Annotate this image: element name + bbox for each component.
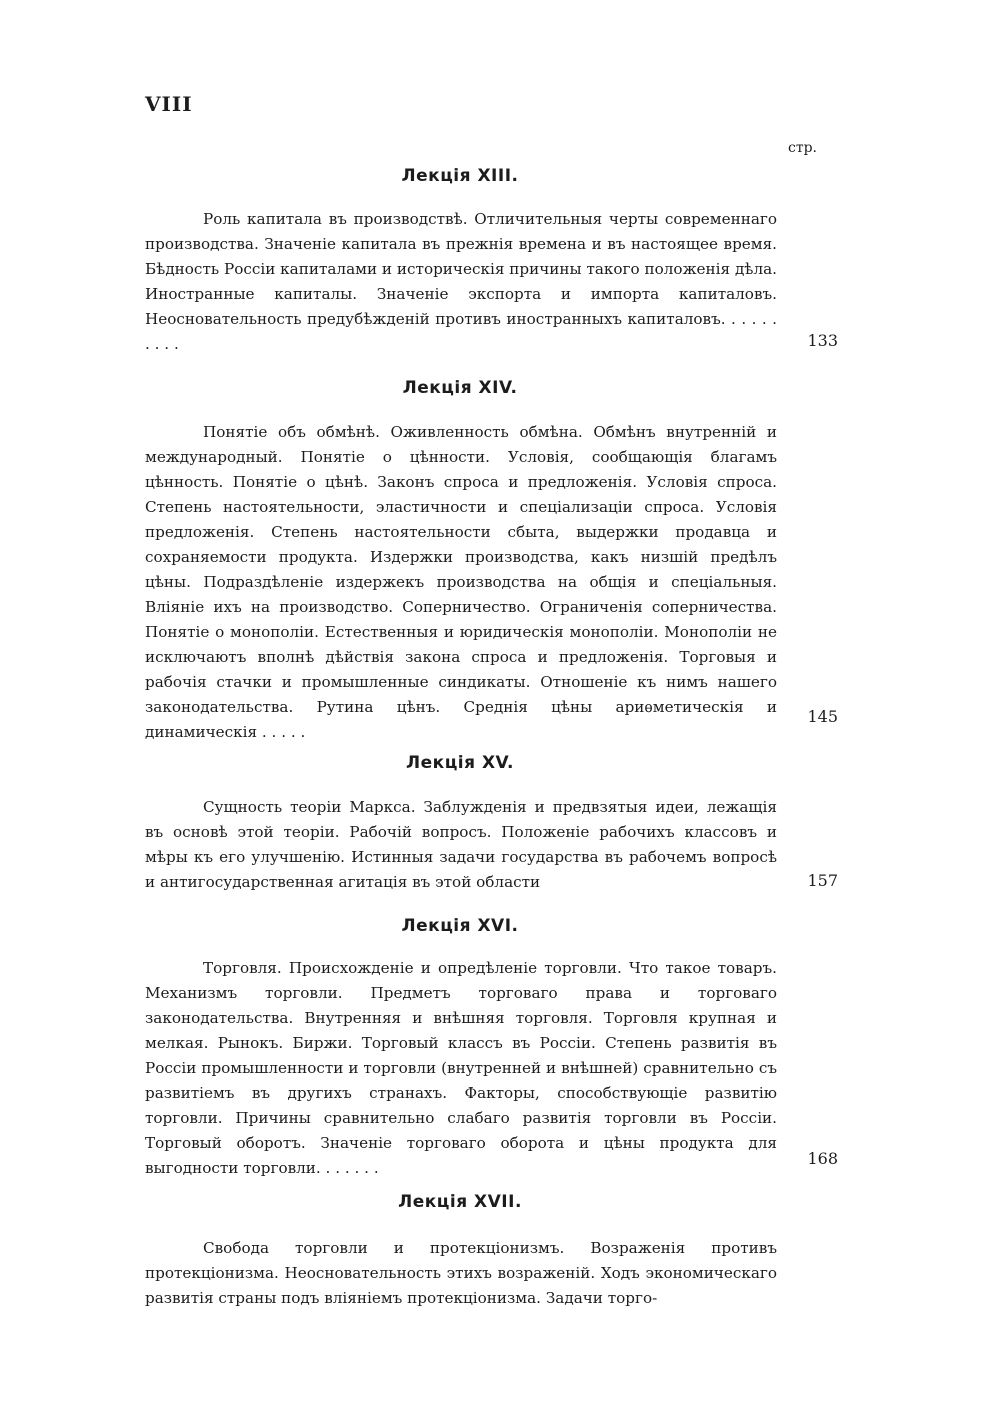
lecture-page-number: 168 xyxy=(807,1149,838,1168)
lecture-page-number: 145 xyxy=(807,707,838,726)
page-number: VIII xyxy=(145,92,193,116)
lecture-title: Лекція XV. xyxy=(406,753,514,773)
lecture-summary: Сущность теоріи Маркса. Заблужденія и предвзятыя идеи, лежащія въ основѣ этой теоріи. Рабочій вопросъ. Положеніе рабочихъ классовъ и мѣры къ его улучшенію. Истинныя задачи государства въ рабочемъ вопросѣ и антигосударственная агитація въ этой области xyxy=(145,798,777,891)
lecture-summary: Понятіе объ обмѣнѣ. Оживленность обмѣна. Обмѣнъ внутренній и международный. Понятіе о цѣнности. Условія, сообщающія благамъ цѣнность. Понятіе о цѣнѣ. Законъ спроса и предложенія. Условія спроса. Степень настоятельности, эластичности и спеціализаціи спроса. Условія предложенія. Степень настоятельности сбыта, выдержки продавца и сохраняемости продукта. Издержки производства, какъ низшій предѣлъ цѣны. Подраздѣленіе издержекъ производства на общія и спеціальныя. Вліяніе ихъ на производство. Соперничество. Ограниченія соперничества. Понятіе о монополіи. Естественныя и юридическія монополіи. Монополіи не исключаютъ вполнѣ дѣйствія закона спроса и предложенія. Торговыя и рабочія стачки и промышленные синдикаты. Отношеніе къ нимъ нашего законодательства. Рутина цѣнъ. Среднія цѣны ариѳметическія и динамическія . . . . . xyxy=(145,423,777,741)
lecture-summary: Роль капитала въ производствѣ. Отличительныя черты современнаго производства. Значеніе капитала въ прежнія времена и въ настоящее время. Бѣдность Россіи капиталами и историческія причины такого положенія дѣла. Иностранные капиталы. Значеніе экспорта и импорта капиталовъ. Неосновательность предубѣжденій противъ иностранныхъ капиталовъ. . . . . . . . . . xyxy=(145,210,777,353)
page-column-header: стр. xyxy=(788,140,817,156)
lecture-title: Лекція XVII. xyxy=(398,1192,522,1212)
lecture-title: Лекція XIV. xyxy=(402,378,518,398)
lecture-page-number: 157 xyxy=(807,871,838,890)
lecture-summary: Свобода торговли и протекціонизмъ. Возраженія противъ протекціонизма. Неосновательность этихъ возраженій. Ходъ экономическаго развитія страны подъ вліяніемъ протекціонизма. Задачи торго- xyxy=(145,1239,777,1307)
lecture-summary: Торговля. Происхожденіе и опредѣленіе торговли. Что такое товаръ. Механизмъ торговли. Предметъ торговаго права и торговаго законодательства. Внутренняя и внѣшняя торговля. Торговля крупная и мелкая. Рынокъ. Биржи. Торговый классъ въ Россіи. Степень развитія въ Россіи промышленности и торговли (внутренней и внѣшней) сравнительно съ развитіемъ въ другихъ странахъ. Факторы, способствующіе развитію торговли. Причины сравнительно слабаго развитія торговли въ Россіи. Торговый оборотъ. Значеніе торговаго оборота и цѣны продукта для выгодности торговли. . . . . . . xyxy=(145,959,777,1177)
lecture-title: Лекція XVI. xyxy=(401,916,519,936)
lecture-title: Лекція XIII. xyxy=(401,166,519,186)
lecture-page-number: 133 xyxy=(807,331,838,350)
